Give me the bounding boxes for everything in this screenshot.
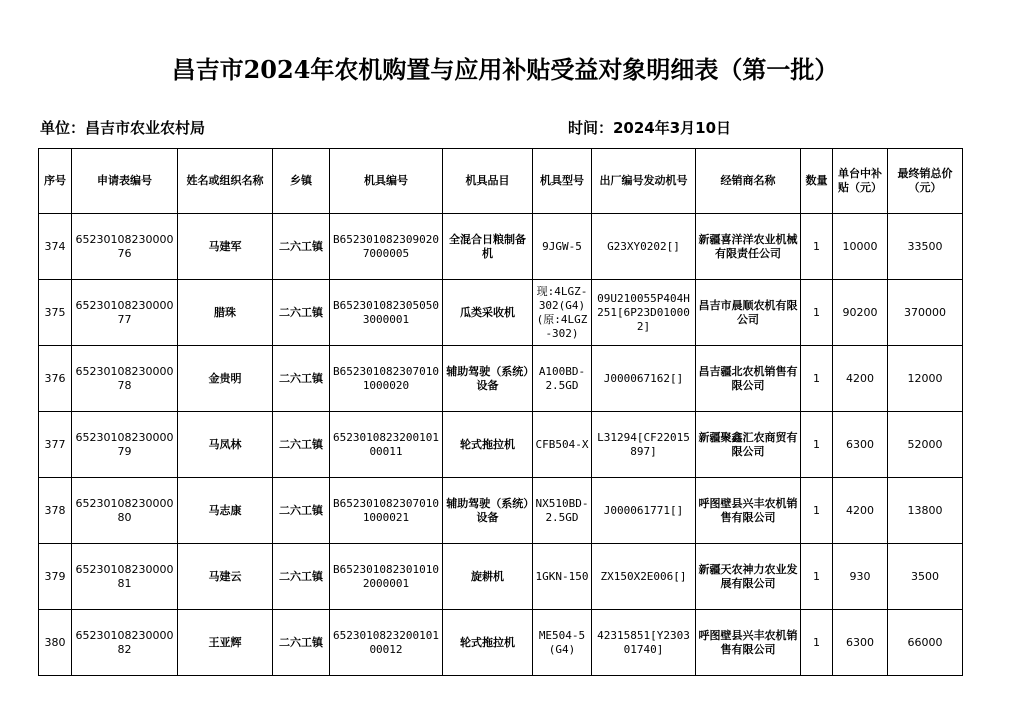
cell-application-no: 6523010823000076 [72,214,178,280]
page-title: 昌吉市2024年农机购置与应用补贴受益对象明细表（第一批） [171,55,839,84]
cell-qty: 1 [801,412,833,478]
cell-seq: 380 [39,610,72,676]
cell-serial: 09U210055P404H251[6P23D010002] [592,280,696,346]
cell-category: 辅助驾驶（系统）设备 [443,346,533,412]
cell-dealer: 新疆聚鑫汇农商贸有限公司 [696,412,801,478]
cell-application-no: 6523010823000077 [72,280,178,346]
cell-machine-no: B6523010823050503000001 [330,280,443,346]
header-cell: 序号 [39,149,72,214]
cell-town: 二六工镇 [273,280,330,346]
table-row [39,544,963,610]
cell-subsidy: 6300 [833,610,888,676]
cell-name: 马建军 [178,214,273,280]
cell-total-price: 13800 [888,478,963,544]
date-label: 时间：2024年3月10日 [568,119,732,137]
header-cell: 机具编号 [330,149,443,214]
cell-name: 腊珠 [178,280,273,346]
cell-seq: 375 [39,280,72,346]
header-cell: 单台中补贴（元） [833,149,888,214]
cell-dealer: 新疆天农神力农业发展有限公司 [696,544,801,610]
table-row [39,346,963,412]
header-cell: 申请表编号 [72,149,178,214]
cell-model: 1GKN-150 [533,544,592,610]
table-row [39,610,963,676]
cell-machine-no: B6523010823070101000020 [330,346,443,412]
cell-total-price: 12000 [888,346,963,412]
cell-seq: 378 [39,478,72,544]
cell-model: A100BD-2.5GD [533,346,592,412]
cell-town: 二六工镇 [273,478,330,544]
cell-subsidy: 4200 [833,346,888,412]
cell-name: 金贵明 [178,346,273,412]
table-row [39,280,963,346]
header-cell: 乡镇 [273,149,330,214]
cell-model: 9JGW-5 [533,214,592,280]
cell-category: 辅助驾驶（系统）设备 [443,478,533,544]
cell-category: 轮式拖拉机 [443,610,533,676]
cell-machine-no: B6523010823090207000005 [330,214,443,280]
cell-name: 马志康 [178,478,273,544]
cell-total-price: 370000 [888,280,963,346]
cell-dealer: 呼图壁县兴丰农机销售有限公司 [696,478,801,544]
header-cell: 数量 [801,149,833,214]
cell-serial: J000067162[] [592,346,696,412]
cell-qty: 1 [801,214,833,280]
cell-town: 二六工镇 [273,412,330,478]
cell-machine-no: B6523010823070101000021 [330,478,443,544]
cell-model: NX510BD-2.5GD [533,478,592,544]
header-cell: 最终销总价（元） [888,149,963,214]
cell-qty: 1 [801,478,833,544]
cell-subsidy: 90200 [833,280,888,346]
header-cell: 姓名或组织名称 [178,149,273,214]
cell-category: 瓜类采收机 [443,280,533,346]
cell-town: 二六工镇 [273,610,330,676]
header-cell: 出厂编号发动机号 [592,149,696,214]
cell-qty: 1 [801,280,833,346]
cell-application-no: 6523010823000078 [72,346,178,412]
cell-category: 轮式拖拉机 [443,412,533,478]
cell-serial: L31294[CF22015897] [592,412,696,478]
cell-dealer: 呼图壁县兴丰农机销售有限公司 [696,610,801,676]
cell-model: CFB504-X [533,412,592,478]
cell-seq: 379 [39,544,72,610]
cell-serial: 42315851[Y230301740] [592,610,696,676]
cell-seq: 377 [39,412,72,478]
cell-name: 马凤林 [178,412,273,478]
table-row [39,412,963,478]
table-row [39,478,963,544]
cell-dealer: 昌吉市晨顺农机有限公司 [696,280,801,346]
cell-machine-no: 652301082320010100011 [330,412,443,478]
cell-dealer: 新疆喜洋洋农业机械有限责任公司 [696,214,801,280]
cell-serial: ZX150X2E006[] [592,544,696,610]
cell-category: 全混合日粮制备机 [443,214,533,280]
cell-total-price: 52000 [888,412,963,478]
subsidy-table [38,148,963,676]
cell-qty: 1 [801,610,833,676]
cell-model: ME504-5(G4) [533,610,592,676]
cell-qty: 1 [801,544,833,610]
cell-application-no: 6523010823000081 [72,544,178,610]
header-row [39,149,963,214]
cell-qty: 1 [801,346,833,412]
cell-dealer: 昌吉疆北农机销售有限公司 [696,346,801,412]
cell-serial: G23XY0202[] [592,214,696,280]
table-row [39,214,963,280]
header-cell: 经销商名称 [696,149,801,214]
cell-subsidy: 930 [833,544,888,610]
header-cell: 机具型号 [533,149,592,214]
cell-application-no: 6523010823000080 [72,478,178,544]
cell-application-no: 6523010823000079 [72,412,178,478]
cell-machine-no: B6523010823010102000001 [330,544,443,610]
cell-total-price: 33500 [888,214,963,280]
cell-application-no: 6523010823000082 [72,610,178,676]
cell-name: 马建云 [178,544,273,610]
unit-label: 单位：昌吉市农业农村局 [40,119,206,137]
cell-machine-no: 652301082320010100012 [330,610,443,676]
cell-subsidy: 6300 [833,412,888,478]
cell-subsidy: 4200 [833,478,888,544]
cell-total-price: 3500 [888,544,963,610]
cell-seq: 376 [39,346,72,412]
header-cell: 机具品目 [443,149,533,214]
cell-subsidy: 10000 [833,214,888,280]
cell-total-price: 66000 [888,610,963,676]
cell-town: 二六工镇 [273,346,330,412]
cell-name: 王亚辉 [178,610,273,676]
cell-serial: J000061771[] [592,478,696,544]
cell-model: 现:4LGZ-302(G4)(原:4LGZ-302) [533,280,592,346]
cell-town: 二六工镇 [273,544,330,610]
cell-category: 旋耕机 [443,544,533,610]
cell-seq: 374 [39,214,72,280]
cell-town: 二六工镇 [273,214,330,280]
